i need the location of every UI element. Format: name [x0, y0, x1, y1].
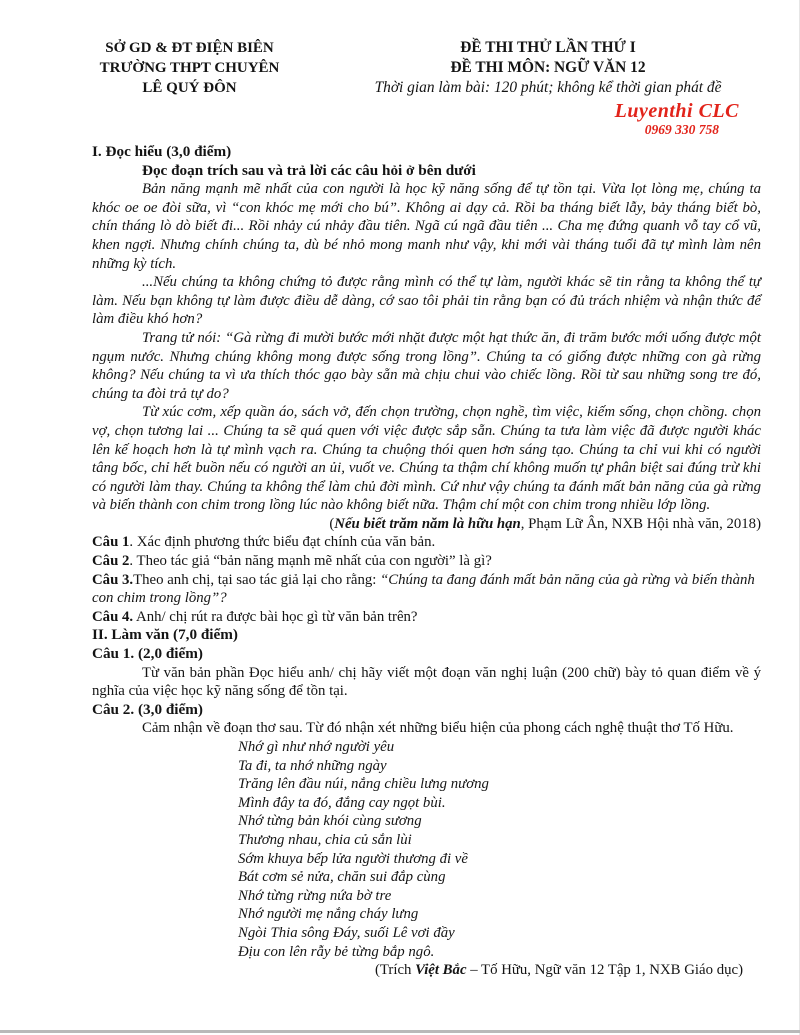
scan-bottom-edge [0, 1030, 800, 1033]
exam-title-line-2: ĐỀ THI MÔN: NGỮ VĂN 12 [450, 59, 646, 76]
exam-header [92, 38, 761, 98]
passage-paragraph: Bản năng mạnh mẽ nhất của con người là học kỹ năng sống để tự tồn tại. Vừa lọt lòng mẹ, chúng ta khóc oe oe đòi sữa, vì “con khóc mẹ mới cho bú”. Không ai dạy cả. Rồi ba tháng biết lẫy, bảy tháng biết bò, chín tháng lò dò biết đi... Rồi nhảy cú nhảy đầu tiên. Ngã cú ngã đầu tiên ... Cha mẹ đứng quanh vỗ tay cổ vũ, khen ngợi. Nhưng chính chúng ta, dù bé nhỏ mong manh như vậy, khi mới vài tháng tuổi đã tự mình làm nên những kỳ tích. [92, 181, 761, 272]
poem-line: Địu con lên rẫy bẻ từng bắp ngô. [238, 943, 435, 960]
source-details: , Phạm Lữ Ân, NXB Hội nhà văn, 2018) [520, 515, 761, 532]
exam-time-note: Thời gian làm bài: 120 phút; không kể thời gian phát đề [374, 79, 722, 96]
poem-line: Bát cơm sẻ nửa, chăn sui đắp cùng [238, 869, 446, 886]
passage-paragraph: Trang tử nói: “Gà rừng đi mười bước mới nhặt được một hạt thức ăn, đi trăm bước mới uống được một ngụm nước. Nhưng chúng không mong được sống trong lồng”. Chúng ta có giống được những con gà rừng không? Nếu chúng ta vì ưa thích thóc gạo bày sẵn mà chịu chui vào chiếc lồng. Rồi từ sau những song tre đó, chúng ta đòi trả tự do? [92, 329, 761, 402]
question-3-quote: “Chúng ta đang đánh mất bản năng của gà rừng và biến thành con chim trong lồng”? [92, 571, 755, 607]
section-writing-heading: II. Làm văn (7,0 điểm) [92, 626, 238, 644]
school-line-2: TRƯỜNG THPT CHUYÊN [99, 60, 280, 76]
exam-body [92, 143, 761, 980]
poem-viet-bac [92, 738, 761, 961]
question-4-label: Câu 4. [92, 608, 134, 625]
question-3 [92, 571, 761, 608]
citation-details: – Tố Hữu, Ngữ văn 12 Tập 1, NXB Giáo dục) [466, 962, 743, 979]
writing-task-1-text: Từ văn bản phần Đọc hiểu anh/ chị hãy viết một đoạn văn nghị luận (200 chữ) bày tỏ quan điểm về ý nghĩa của việc học kỹ năng sống để tồn tại. [92, 664, 761, 700]
question-1 [92, 533, 761, 552]
school-line-3: LÊ QUÝ ĐÔN [142, 80, 237, 96]
poem-line: Nhớ gì như nhớ người yêu [238, 739, 395, 755]
citation-prefix: (Trích [374, 962, 416, 979]
exam-title-block [335, 38, 761, 98]
poem-line: Trăng lên đầu núi, nắng chiều lưng nương [238, 776, 489, 793]
passage-paragraph: ...Nếu chúng ta không chứng tỏ được rằng mình có thể tự làm, người khác sẽ tin rằng ta không thể tự làm. Nếu bạn không tự làm được điều dễ dàng, cớ sao tôi phải tin rằng bạn có đủ trách nhiệm và nhận thức để làm điều khó hơn? [92, 274, 761, 328]
question-4-text: Anh/ chị rút ra được bài học gì từ văn bản trên? [133, 608, 418, 625]
logo-phone-number: 0969 330 758 [644, 122, 719, 137]
poem-line: Thương nhau, chia củ sắn lùi [238, 831, 412, 848]
question-1-label: Câu 1 [92, 534, 130, 551]
poem-line: Mình đây ta đó, đắng cay ngọt bùi. [238, 794, 446, 811]
section-reading-heading: I. Đọc hiểu (3,0 điểm) [92, 143, 232, 160]
question-2-label: Câu 2 [92, 553, 130, 570]
poem-citation [92, 961, 761, 980]
reading-passage [92, 180, 761, 515]
reading-instruction: Đọc đoạn trích sau và trả lời các câu hỏi ở bên dưới [142, 161, 476, 179]
school-line-1: SỞ GD & ĐT ĐIỆN BIÊN [105, 40, 274, 56]
passage-paragraph: Từ xúc cơm, xếp quần áo, sách vở, đến chọn trường, chọn nghề, tìm việc, kiếm sống, chọn chồng. chọn vợ, chọn tương lai ... Chúng ta sẽ quá quen với việc được sắp sẵn. Chúng ta tưa làm việc đã được người khác lên kế hoạch hơn là tự mình vạch ra. Chúng ta chuộng thói quen hơn sáng tạo. Chúng ta chỉ vui khi có người tâng bốc, chỉ hết buồn nếu có người an ủi, vuốt ve. Chúng ta thậm chí không muốn tự phân biệt sai đúng trừ khi có người làm thay. Chúng ta không thể làm chủ đời mình. Cứ như vậy chúng ta đánh mất bản năng của gà rừng và biến thành con chim trong lồng lúc nào không biết nữa. Thậm chí một con chim trong nhiều lớp lồng. [92, 404, 761, 514]
exam-title-line-1: ĐỀ THI THỬ LẦN THỨ I [460, 39, 636, 56]
question-2-text: . Theo tác giả “bản năng mạnh mẽ nhất của con người” là gì? [129, 553, 492, 570]
writing-task-1-label: Câu 1. (2,0 điểm) [92, 645, 203, 663]
source-prefix: ( [329, 515, 335, 532]
question-4 [92, 608, 761, 627]
poem-line: Nhớ từng rừng nứa bờ tre [238, 887, 392, 904]
poem-line: Sớm khuya bếp lửa người thương đi về [238, 850, 468, 867]
logo-text: Luyenthi CLC [614, 100, 739, 122]
poem-line: Nhớ từng bản khói cùng sương [238, 813, 422, 830]
question-2 [92, 552, 761, 571]
logo-block [92, 100, 761, 137]
school-block [92, 38, 287, 98]
poem-line: Nhớ người mẹ nắng cháy lưng [238, 906, 419, 923]
writing-task-2-label: Câu 2. (3,0 điểm) [92, 700, 203, 718]
poem-line: Ngòi Thia sông Đáy, suối Lê vơi đầy [238, 924, 455, 941]
citation-work-title: Việt Bắc [415, 962, 467, 979]
passage-source-line [92, 515, 761, 534]
question-3-label: Câu 3. [92, 571, 134, 588]
question-1-text: . Xác định phương thức biểu đạt chính của văn bản. [129, 534, 436, 551]
question-3-text: Theo anh chị, tại sao tác giả lại cho rằng: [133, 571, 381, 588]
writing-task-2-text: Cảm nhận về đoạn thơ sau. Từ đó nhận xét những biểu hiện của phong cách nghệ thuật thơ Tố Hữu. [142, 720, 734, 737]
poem-line: Ta đi, ta nhớ những ngày [238, 757, 387, 774]
source-book-title: Nếu biết trăm năm là hữu hạn [334, 515, 521, 532]
